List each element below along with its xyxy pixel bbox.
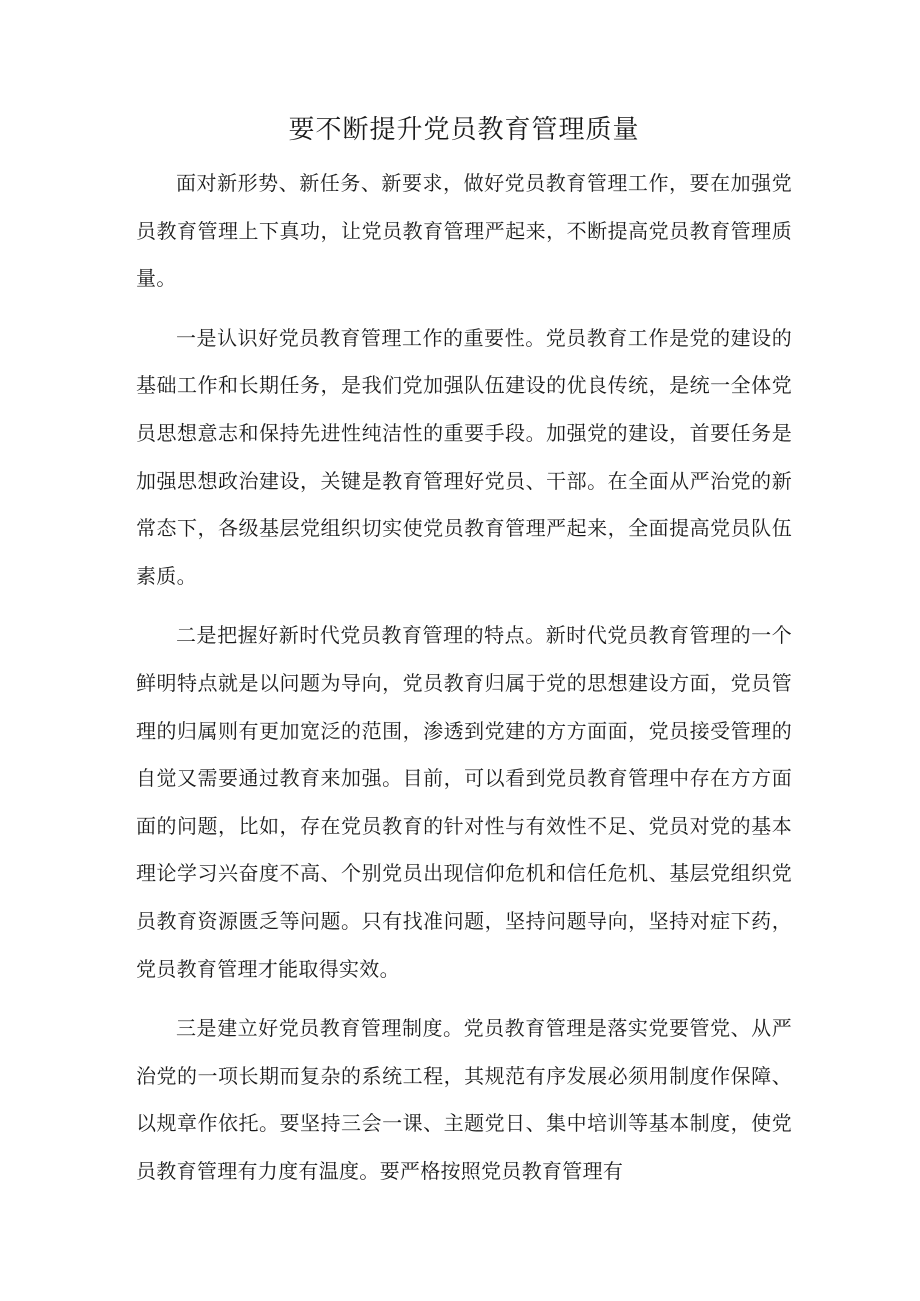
document-title: 要不断提升党员教育管理质量	[288, 115, 640, 145]
paragraph-point-two: 二是把握好新时代党员教育管理的特点。新时代党员教育管理的一个鲜明特点就是以问题为导向，党员教育归属于党的思想建设方面，党员管理的归属则有更加宽泛的范围，渗透到党建的方方面面，党员接受管理的自觉又需要通过教育来加强。目前，可以看到党员教育管理中存在方方面面的问题，比如，存在党员教育的针对性与有效性不足、党员对党的基本理论学习兴奋度不高、个别党员出现信仰危机和信任危机、基层党组织党员教育资源匮乏等问题。只有找准问题，坚持问题导向，坚持对症下药，党员教育管理才能取得实效。	[136, 623, 792, 981]
paragraph-point-one: 一是认识好党员教育管理工作的重要性。党员教育工作是党的建设的基础工作和长期任务，是我们党加强队伍建设的优良传统，是统一全体党员思想意志和保持先进性纯洁性的重要手段。加强党的建设，首要任务是加强思想政治建设，关键是教育管理好党员、干部。在全面从严治党的新常态下，各级基层党组织切实使党员教育管理严起来，全面提高党员队伍素质。	[136, 325, 792, 588]
paragraph-intro: 面对新形势、新任务、新要求，做好党员教育管理工作，要在加强党员教育管理上下真功，让党员教育管理严起来，不断提高党员教育管理质量。	[136, 171, 792, 291]
paragraph-point-three: 三是建立好党员教育管理制度。党员教育管理是落实党要管党、从严治党的一项长期而复杂的系统工程，其规范有序发展必须用制度作保障、以规章作依托。要坚持三会一课、主题党日、集中培训等基本制度，使党员教育管理有力度有温度。要严格按照党员教育管理有	[136, 1016, 792, 1183]
document-page	[136, 110, 792, 1207]
